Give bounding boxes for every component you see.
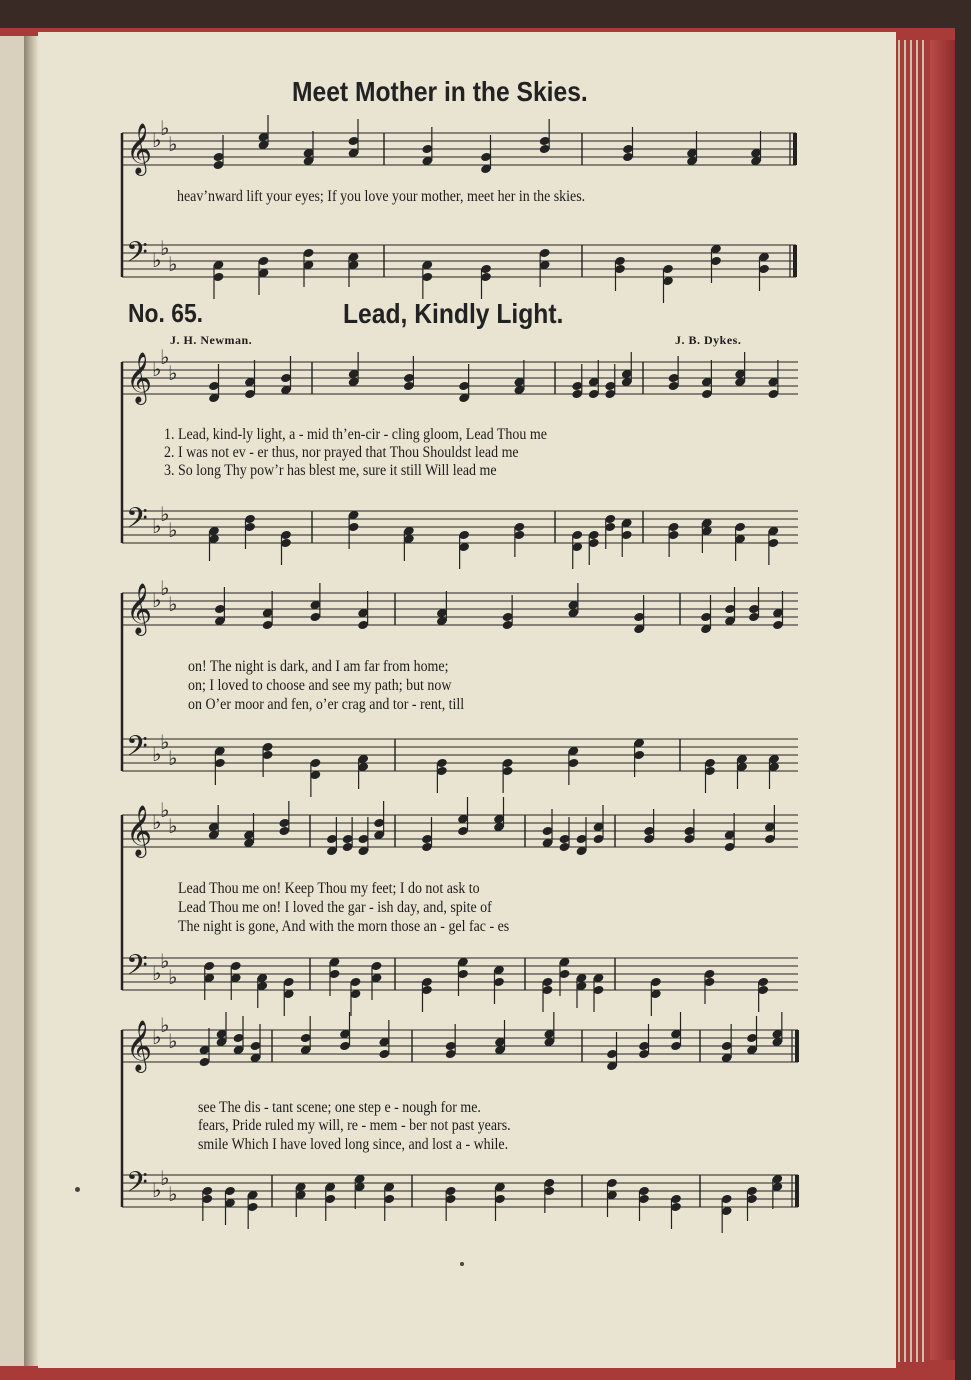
bass-clef: 𝄢 bbox=[126, 730, 148, 770]
flat-sign: ♭ bbox=[152, 128, 162, 152]
flat-sign: ♭ bbox=[160, 730, 170, 754]
flat-sign: ♭ bbox=[168, 518, 178, 542]
bass-clef: 𝄢 bbox=[126, 502, 148, 542]
composer-credit: J. B. Dykes. bbox=[675, 333, 742, 347]
flat-sign: ♭ bbox=[160, 1166, 170, 1190]
flat-sign: ♭ bbox=[152, 1178, 162, 1202]
treble-clef: 𝄞 bbox=[126, 583, 153, 634]
flat-sign: ♭ bbox=[152, 742, 162, 766]
flat-sign: ♭ bbox=[152, 514, 162, 538]
treble-clef: 𝄞 bbox=[126, 805, 153, 856]
bass-clef: 𝄢 bbox=[126, 236, 148, 276]
flat-sign: ♭ bbox=[160, 1013, 170, 1037]
author-credit: J. H. Newman. bbox=[170, 333, 253, 347]
lyric-verse-3: The night is gone, And with the morn those an - gel fac - es bbox=[178, 918, 510, 935]
bass-clef: 𝄢 bbox=[126, 1166, 148, 1206]
flat-sign: ♭ bbox=[160, 502, 170, 526]
lyric-verse-3: 3. So long Thy pow’r has blest me, sure it still Will lead me bbox=[164, 462, 497, 479]
treble-clef: 𝄞 bbox=[126, 123, 153, 174]
flat-sign: ♭ bbox=[168, 361, 178, 385]
treble-clef: 𝄞 bbox=[126, 1020, 153, 1071]
lyric-line: heav’nward lift your eyes; If you love your mother, meet her in the skies. bbox=[177, 188, 586, 205]
lyric-verse-2: on; I loved to choose and see my path; but now bbox=[188, 677, 452, 694]
lyric-verse-1: Lead Thou me on! Keep Thou my feet; I do not ask to bbox=[178, 880, 480, 897]
lyric-verse-2: fears, Pride ruled my will, re - mem - ber not past years. bbox=[198, 1117, 511, 1134]
flat-sign: ♭ bbox=[168, 965, 178, 989]
treble-clef: 𝄞 bbox=[126, 352, 153, 403]
flat-sign: ♭ bbox=[168, 746, 178, 770]
hymn-title: Meet Mother in the Skies. bbox=[292, 76, 588, 107]
flat-sign: ♭ bbox=[168, 1029, 178, 1053]
flat-sign: ♭ bbox=[152, 961, 162, 985]
ink-speck bbox=[460, 1262, 464, 1266]
flat-sign: ♭ bbox=[152, 248, 162, 272]
hymn-title: Lead, Kindly Light. bbox=[343, 298, 564, 329]
flat-sign: ♭ bbox=[168, 814, 178, 838]
flat-sign: ♭ bbox=[152, 357, 162, 381]
lyric-verse-3: smile Which I have loved long since, and lost a - while. bbox=[198, 1136, 509, 1153]
lyric-verse-3: on O’er moor and fen, o’er crag and tor - rent, till bbox=[188, 696, 465, 713]
flat-sign: ♭ bbox=[160, 798, 170, 822]
hymn-number: No. 65. bbox=[128, 298, 204, 328]
flat-sign: ♭ bbox=[168, 252, 178, 276]
flat-sign: ♭ bbox=[160, 345, 170, 369]
flat-sign: ♭ bbox=[152, 810, 162, 834]
flat-sign: ♭ bbox=[168, 132, 178, 156]
flat-sign: ♭ bbox=[152, 1025, 162, 1049]
flat-sign: ♭ bbox=[160, 949, 170, 973]
lyric-verse-1: see The dis - tant scene; one step e - nough for me. bbox=[198, 1099, 481, 1116]
ink-speck bbox=[75, 1187, 80, 1192]
lyric-verse-1: on! The night is dark, and I am far from home; bbox=[188, 658, 449, 675]
lyric-verse-2: 2. I was not ev - er thus, nor prayed that Thou Shouldst lead me bbox=[164, 444, 519, 461]
flat-sign: ♭ bbox=[168, 592, 178, 616]
flat-sign: ♭ bbox=[160, 116, 170, 140]
flat-sign: ♭ bbox=[152, 588, 162, 612]
flat-sign: ♭ bbox=[160, 576, 170, 600]
flat-sign: ♭ bbox=[168, 1182, 178, 1206]
lyric-verse-1: 1. Lead, kind-ly light, a - mid th’en-cir - cling gloom, Lead Thou me bbox=[164, 426, 547, 443]
flat-sign: ♭ bbox=[160, 236, 170, 260]
bass-clef: 𝄢 bbox=[126, 949, 148, 989]
lyric-verse-2: Lead Thou me on! I loved the gar - ish day, and, spite of bbox=[178, 899, 492, 916]
